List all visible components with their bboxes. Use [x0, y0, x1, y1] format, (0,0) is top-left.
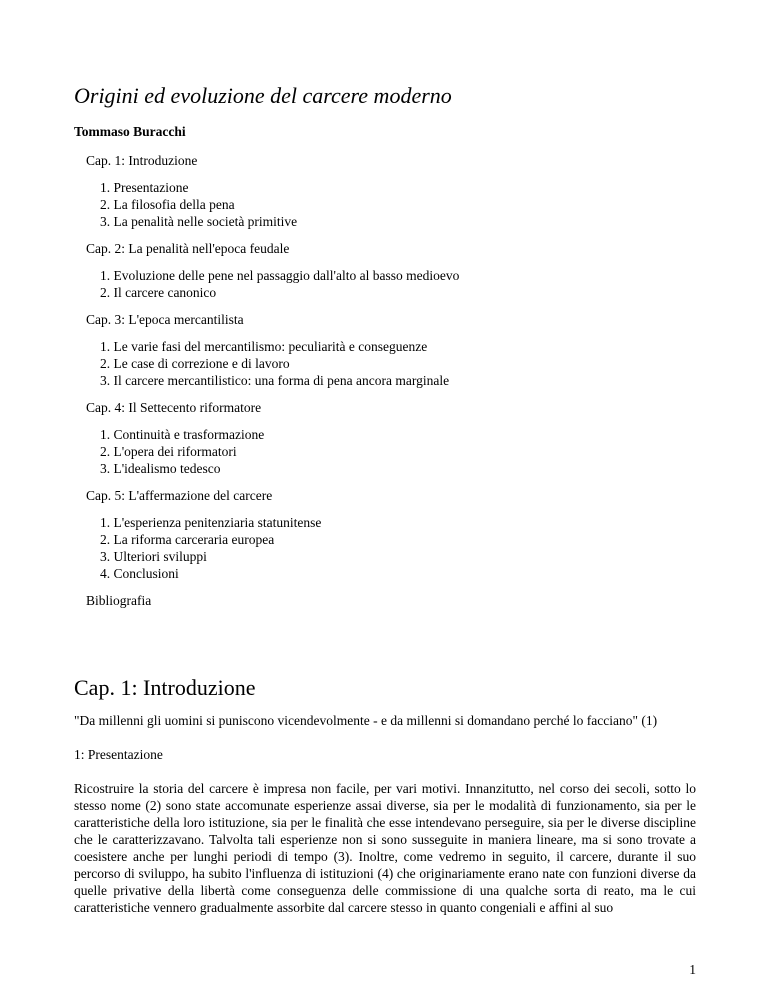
toc-item[interactable]: 1. Le varie fasi del mercantilismo: peculiarità e conseguenze: [100, 339, 428, 354]
toc-chapter-2-items: [100, 267, 726, 301]
toc-item[interactable]: 3. L'idealismo tedesco: [100, 461, 221, 476]
section-subheading: 1: Presentazione: [74, 747, 163, 762]
toc-item[interactable]: 2. L'opera dei riformatori: [100, 444, 237, 459]
toc-chapter-5[interactable]: Cap. 5: L'affermazione del carcere: [86, 488, 273, 503]
toc-item[interactable]: 2. La filosofia della pena: [100, 197, 235, 212]
toc-item[interactable]: 2. Il carcere canonico: [100, 285, 217, 300]
author-name: Tommaso Buracchi: [74, 124, 186, 139]
table-of-contents: [86, 152, 726, 609]
toc-bibliography[interactable]: Bibliografia: [86, 593, 152, 608]
document-title: Origini ed evoluzione del carcere moderno: [74, 83, 452, 108]
toc-chapter-3[interactable]: Cap. 3: L'epoca mercantilista: [86, 312, 244, 327]
toc-chapter-2[interactable]: Cap. 2: La penalità nell'epoca feudale: [86, 241, 290, 256]
toc-item[interactable]: 3. Ulteriori sviluppi: [100, 549, 207, 564]
toc-chapter-4-items: [100, 426, 726, 477]
toc-item[interactable]: 1. Evoluzione delle pene nel passaggio dall'alto al basso medioevo: [100, 268, 460, 283]
toc-chapter-1[interactable]: Cap. 1: Introduzione: [86, 153, 198, 168]
toc-chapter-4[interactable]: Cap. 4: Il Settecento riformatore: [86, 400, 262, 415]
toc-item[interactable]: 1. L'esperienza penitenziaria statunitense: [100, 515, 322, 530]
body-paragraph: Ricostruire la storia del carcere è impresa non facile, per vari motivi. Innanzitutto, nel corso dei secoli, sotto lo stesso nome (2) sono state accomunate esperienze assai diverse, sia per le modalità di funzionamento, sia per le caratteristiche della loro istituzione, sia per le finalità che esse intendevano perseguire, sia per le diverse discipline che le caratterizzavano. Talvolta tali esperienze non si sono susseguite in maniera lineare, ma si sono trovate a coesistere anche per lunghi periodi di tempo (3). Inoltre, come vedremo in seguito, il carcere, durante il suo percorso di sviluppo, ha subito l'influenza di istituzioni (4) che originariamente erano nate con funzioni diverse da quelle privative della libertà come conseguenza delle commissione di una qualche sorta di reato, ma le cui caratteristiche vennero gradualmente assorbite dal carcere stesso in quanto congeniali e affini al suo: [74, 781, 696, 915]
toc-item[interactable]: 2. La riforma carceraria europea: [100, 532, 275, 547]
toc-item[interactable]: 2. Le case di correzione e di lavoro: [100, 356, 290, 371]
toc-item[interactable]: 1. Presentazione: [100, 180, 189, 195]
toc-chapter-3-items: [100, 338, 726, 389]
epigraph-quote: "Da millenni gli uomini si puniscono vicendevolmente - e da millenni si domandano perché lo facciano" (1): [74, 713, 658, 728]
page-number: 1: [689, 962, 696, 977]
toc-chapter-1-items: [100, 179, 726, 230]
toc-item[interactable]: 3. La penalità nelle società primitive: [100, 214, 298, 229]
toc-item[interactable]: 3. Il carcere mercantilistico: una forma di pena ancora marginale: [100, 373, 450, 388]
toc-item[interactable]: 4. Conclusioni: [100, 566, 179, 581]
toc-chapter-5-items: [100, 514, 726, 582]
chapter-heading: Cap. 1: Introduzione: [74, 675, 256, 700]
toc-item[interactable]: 1. Continuità e trasformazione: [100, 427, 265, 442]
